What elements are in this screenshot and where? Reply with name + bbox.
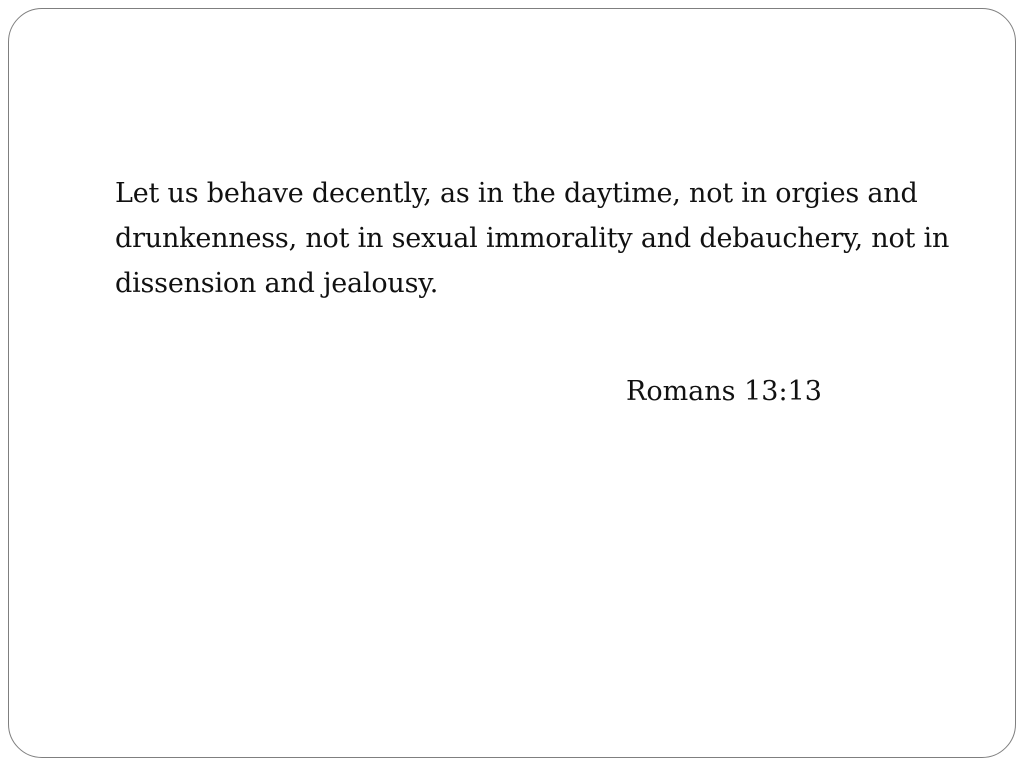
verse-reference: Romans 13:13 [626, 376, 822, 407]
slide-frame [8, 8, 1016, 758]
verse-text: Let us behave decently, as in the daytime, not in orgies and drunkenness, not in sexual immorality and debauchery, not in dissension and jealousy. [115, 178, 950, 299]
